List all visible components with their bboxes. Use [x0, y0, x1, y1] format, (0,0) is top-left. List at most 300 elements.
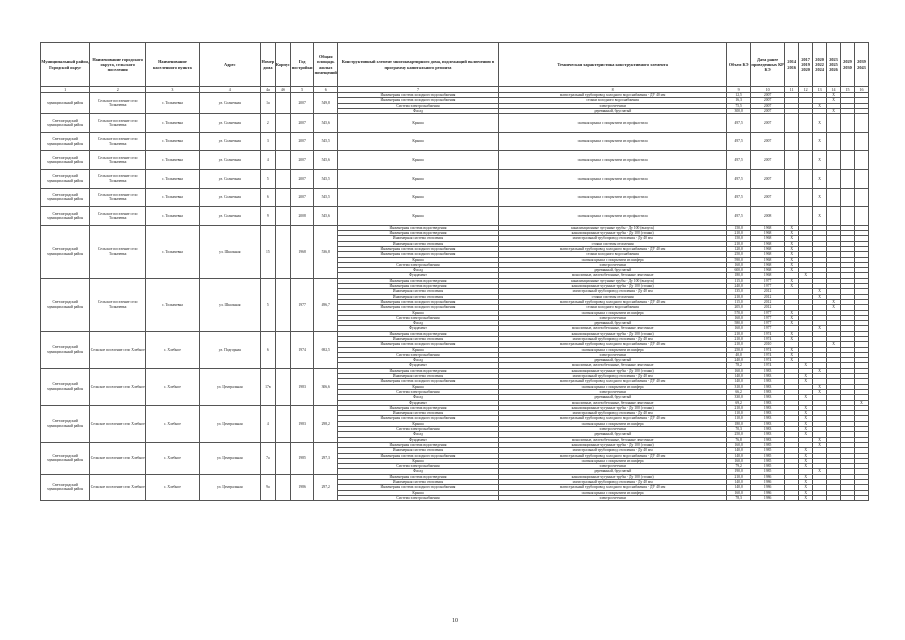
prior-repair-cell: 1977: [750, 284, 784, 289]
column-number: 13: [813, 87, 827, 93]
street-cell: ул. Школьная: [199, 278, 260, 331]
element-cell: Инженерная система водоотведения: [338, 368, 499, 373]
prior-repair-cell: 1983: [750, 384, 784, 389]
year-cell: 2007: [290, 169, 314, 188]
prior-repair-cell: 1977: [750, 310, 784, 315]
prior-repair-cell: 1983: [750, 374, 784, 379]
characteristic-cell: монолитные, железобетонные, бетонные ленточные: [498, 437, 726, 442]
period-mark-cell: X: [799, 485, 813, 490]
column-header: Муниципальный район, Городской округ: [41, 43, 90, 87]
locality-cell: с. Толкачевка: [146, 93, 200, 114]
characteristic-cell: магистральный трубопровод отопления - Ду 40 мм: [498, 448, 726, 453]
volume-cell: 110,0: [727, 411, 751, 416]
period-mark-cell: X: [799, 379, 813, 384]
element-cell: Инженерная система холодного водоснабжения: [338, 485, 499, 490]
volume-cell: 240,0: [727, 358, 751, 363]
period-mark-cell: X: [785, 358, 799, 363]
element-cell: Система электроснабжения: [338, 495, 499, 500]
prior-repair-cell: 1983: [750, 389, 784, 394]
period-mark-cell: [799, 151, 813, 170]
column-header: 2023 2025 2026: [827, 43, 841, 87]
element-cell: Крыша: [338, 257, 499, 262]
settlement-cell: Сельское поселение село Толкачевка: [90, 278, 146, 331]
period-mark-cell: [854, 132, 868, 151]
house-number-cell: 1а: [260, 93, 275, 114]
prior-repair-cell: 1986: [750, 480, 784, 485]
element-cell: Инженерная система водоотведения: [338, 442, 499, 447]
element-cell: Инженерная система отопления: [338, 336, 499, 341]
characteristic-cell: скатная крыша с покрытием из шифера: [498, 384, 726, 389]
element-cell: Фасад: [338, 395, 499, 400]
volume-cell: 120,0: [727, 246, 751, 251]
table-row: [41, 207, 869, 226]
characteristic-cell: скатная крыша с покрытием из шифера: [498, 458, 726, 463]
prior-repair-cell: 1977: [750, 278, 784, 283]
prior-repair-cell: 2007: [750, 169, 784, 188]
period-mark-cell: X: [799, 363, 813, 368]
column-header: 2017 2019 2020: [799, 43, 813, 87]
period-mark-cell: X: [799, 427, 813, 432]
characteristic-cell: электросчетчики: [498, 389, 726, 394]
prior-repair-cell: 1968: [750, 241, 784, 246]
table-body: [41, 93, 869, 501]
element-cell: Инженерная система холодного водоснабжения: [338, 98, 499, 103]
period-mark-cell: X: [785, 284, 799, 289]
period-mark-cell: [827, 188, 841, 207]
volume-cell: 140,0: [727, 379, 751, 384]
settlement-cell: Сельское поселение село Хлебное: [90, 368, 146, 405]
prior-repair-cell: 1985: [750, 464, 784, 469]
period-mark-cell: X: [785, 336, 799, 341]
settlement-cell: Сельское поселение село Толкачевка: [90, 207, 146, 226]
characteristic-cell: магистральный трубопровод холодного водоснабжения - ДУ 40 мм: [498, 416, 726, 421]
prior-repair-cell: 1974: [750, 358, 784, 363]
area-cell: 297,2: [314, 474, 338, 500]
characteristic-cell: скатная крыша с покрытием из шифера: [498, 490, 726, 495]
year-cell: 2008: [290, 207, 314, 226]
volume-cell: 300,0: [727, 108, 751, 113]
locality-cell: с. Толкачевка: [146, 169, 200, 188]
volume-cell: 497,5: [727, 207, 751, 226]
area-cell: 297,3: [314, 442, 338, 474]
period-mark-cell: [827, 114, 841, 133]
volume-cell: 240,0: [727, 284, 751, 289]
period-mark-cell: [799, 132, 813, 151]
volume-cell: 497,5: [727, 169, 751, 188]
prior-repair-cell: 2007: [750, 103, 784, 108]
locality-cell: с. Хлебное: [146, 442, 200, 474]
volume-cell: 210,0: [727, 241, 751, 246]
locality-cell: с. Толкачевка: [146, 278, 200, 331]
column-number: 5: [290, 87, 314, 93]
column-number: 14: [827, 87, 841, 93]
characteristic-cell: канализационные чугунные трубы - Ду 100 (стояки): [498, 331, 726, 336]
prior-repair-cell: 1983: [750, 421, 784, 426]
period-mark-cell: X: [785, 268, 799, 273]
building-cell: [275, 368, 290, 405]
period-mark-cell: X: [813, 151, 827, 170]
period-mark-cell: [854, 114, 868, 133]
column-header: 2014 2016: [785, 43, 799, 87]
period-mark-cell: X: [785, 262, 799, 267]
characteristic-cell: канализационные чугунные трубы - Ду 100 (выпуск): [498, 278, 726, 283]
element-cell: Крыша: [338, 458, 499, 463]
element-cell: Крыша: [338, 207, 499, 226]
characteristic-cell: деревянный, брусчатый: [498, 358, 726, 363]
area-cell: 496,7: [314, 278, 338, 331]
volume-cell: 210,0: [727, 405, 751, 410]
prior-repair-cell: 1983: [750, 416, 784, 421]
characteristic-cell: скатная крыша с покрытием из профнастила: [498, 132, 726, 151]
element-cell: Крыша: [338, 347, 499, 352]
district-cell: Светлоградский муниципальный район: [41, 442, 90, 474]
area-cell: 692,5: [314, 331, 338, 368]
characteristic-cell: электросчетчики: [498, 495, 726, 500]
column-header: Общая площадь жилых помещений: [314, 43, 338, 87]
house-number-cell: 4: [260, 151, 275, 170]
period-mark-cell: X: [813, 294, 827, 299]
element-cell: Инженерная система отопления: [338, 411, 499, 416]
area-cell: 545,5: [314, 169, 338, 188]
characteristic-cell: деревянный, брусчатый: [498, 321, 726, 326]
settlement-cell: Сельское поселение село Толкачевка: [90, 151, 146, 170]
volume-cell: 180,0: [727, 273, 751, 278]
element-cell: Инженерная система отопления: [338, 448, 499, 453]
street-cell: ул. Солнечная: [199, 93, 260, 114]
element-cell: Система электроснабжения: [338, 262, 499, 267]
prior-repair-cell: 1986: [750, 485, 784, 490]
element-cell: Инженерная система холодного водоснабжения: [338, 252, 499, 257]
period-mark-cell: [785, 188, 799, 207]
volume-cell: 497,5: [727, 114, 751, 133]
characteristic-cell: стояки холодного водоснабжения: [498, 98, 726, 103]
volume-cell: 590,0: [727, 257, 751, 262]
district-cell: Светлоградский муниципальный район: [41, 207, 90, 226]
volume-cell: 140,0: [727, 453, 751, 458]
capital-repair-table: [40, 42, 869, 501]
characteristic-cell: деревянный, брусчатый: [498, 108, 726, 113]
column-header: Конструктивный элемент многоквартирного дома, подлежащий включению в программу капитального ремонта: [338, 43, 499, 87]
volume-cell: 570,0: [727, 310, 751, 315]
street-cell: ул. Центральная: [199, 442, 260, 474]
period-mark-cell: X: [785, 315, 799, 320]
prior-repair-cell: 2007: [750, 151, 784, 170]
element-cell: Крыша: [338, 114, 499, 133]
element-cell: Фундамент: [338, 326, 499, 331]
period-mark-cell: [841, 207, 855, 226]
characteristic-cell: канализационные чугунные трубы - Ду 100 (стояки): [498, 368, 726, 373]
settlement-cell: Сельское поселение село Толкачевка: [90, 93, 146, 114]
characteristic-cell: электросчетчики: [498, 315, 726, 320]
characteristic-cell: электросчетчики: [498, 262, 726, 267]
characteristic-cell: скатная крыша с покрытием из шифера: [498, 257, 726, 262]
element-cell: Крыша: [338, 384, 499, 389]
characteristic-cell: магистральный трубопровод отопления - Ду 40 мм: [498, 289, 726, 294]
element-cell: Инженерная система водоотведения: [338, 405, 499, 410]
period-mark-cell: X: [799, 453, 813, 458]
period-mark-cell: X: [827, 108, 841, 113]
period-mark-cell: [854, 188, 868, 207]
area-cell: 545,6: [314, 151, 338, 170]
column-header: Объем КЭ: [727, 43, 751, 87]
prior-repair-cell: 1986: [750, 474, 784, 479]
house-number-cell: 17в: [260, 368, 275, 405]
period-mark-cell: [854, 207, 868, 226]
volume-cell: 12,5: [727, 93, 751, 98]
building-cell: [275, 207, 290, 226]
column-header: Наименование населенного пункта: [146, 43, 200, 87]
prior-repair-cell: 2008: [750, 207, 784, 226]
period-mark-cell: [827, 151, 841, 170]
column-header: Номер дома: [260, 43, 275, 87]
district-cell: Светлоградский муниципальный район: [41, 151, 90, 170]
building-cell: [275, 169, 290, 188]
element-cell: Система электроснабжения: [338, 427, 499, 432]
column-number: 16: [854, 87, 868, 93]
building-cell: [275, 331, 290, 368]
characteristic-cell: канализационные чугунные трубы - Ду 100 (выпуск): [498, 225, 726, 230]
period-mark-cell: [799, 169, 813, 188]
locality-cell: с. Толкачевка: [146, 188, 200, 207]
year-cell: 1968: [290, 225, 314, 278]
column-header: Техническая характеристика конструктивного элемента: [498, 43, 726, 87]
table-row: [41, 169, 869, 188]
period-mark-cell: X: [785, 321, 799, 326]
settlement-cell: Сельское поселение село Толкачевка: [90, 114, 146, 133]
volume-cell: 210,0: [727, 342, 751, 347]
period-mark-cell: [785, 114, 799, 133]
street-cell: ул. Солнечная: [199, 151, 260, 170]
element-cell: Инженерная система отопления: [338, 480, 499, 485]
volume-cell: 210,0: [727, 336, 751, 341]
period-mark-cell: X: [799, 405, 813, 410]
volume-cell: 115,0: [727, 299, 751, 304]
period-mark-cell: X: [799, 490, 813, 495]
characteristic-cell: магистральный трубопровод отопления - Ду 40 мм: [498, 236, 726, 241]
element-cell: Фундамент: [338, 400, 499, 405]
column-header: 2029 2030: [841, 43, 855, 87]
building-cell: [275, 188, 290, 207]
element-cell: Инженерная система водоотведения: [338, 278, 499, 283]
characteristic-cell: скатная крыша с покрытием из профнастила: [498, 169, 726, 188]
prior-repair-cell: 1968: [750, 246, 784, 251]
volume-cell: 330,0: [727, 395, 751, 400]
period-mark-cell: X: [827, 93, 841, 98]
volume-cell: 160,0: [727, 315, 751, 320]
element-cell: Инженерная система отопления: [338, 236, 499, 241]
element-cell: Крыша: [338, 151, 499, 170]
element-cell: Инженерная система водоотведения: [338, 284, 499, 289]
characteristic-cell: деревянный, брусчатый: [498, 395, 726, 400]
area-cell: 306,6: [314, 368, 338, 405]
element-cell: Инженерная система холодного водоснабжения: [338, 453, 499, 458]
column-number: 9: [727, 87, 751, 93]
table-row: [41, 188, 869, 207]
column-header: Адрес: [199, 43, 260, 87]
period-mark-cell: X: [799, 480, 813, 485]
prior-repair-cell: 1983: [750, 405, 784, 410]
house-number-cell: 3: [260, 132, 275, 151]
locality-cell: с. Хлебное: [146, 474, 200, 500]
prior-repair-cell: 1986: [750, 495, 784, 500]
period-mark-cell: [785, 132, 799, 151]
volume-cell: 205,0: [727, 305, 751, 310]
area-cell: 545,6: [314, 207, 338, 226]
element-cell: Инженерная система холодного водоснабжения: [338, 305, 499, 310]
element-cell: Фундамент: [338, 437, 499, 442]
district-cell: Светлоградский муниципальный район: [41, 405, 90, 442]
building-cell: [275, 225, 290, 278]
element-cell: Инженерная система отопления: [338, 374, 499, 379]
year-cell: 2007: [290, 151, 314, 170]
characteristic-cell: монолитные, железобетонные, бетонные ленточные: [498, 400, 726, 405]
prior-repair-cell: 2012: [750, 305, 784, 310]
building-cell: [275, 151, 290, 170]
volume-cell: 210,0: [727, 474, 751, 479]
column-header: Дата ранее проведенных КР КЭ: [750, 43, 784, 87]
locality-cell: с. Хлебное: [146, 331, 200, 368]
characteristic-cell: канализационные чугунные трубы - Ду 100 (стояки): [498, 405, 726, 410]
element-cell: Фасад: [338, 268, 499, 273]
period-mark-cell: X: [799, 374, 813, 379]
element-cell: Фасад: [338, 469, 499, 474]
period-mark-cell: X: [827, 305, 841, 310]
volume-cell: 40,0: [727, 352, 751, 357]
characteristic-cell: магистральный трубопровод холодного водоснабжения - ДУ 40 мм: [498, 453, 726, 458]
prior-repair-cell: 1983: [750, 437, 784, 442]
house-number-cell: 2: [260, 114, 275, 133]
year-cell: 1977: [290, 278, 314, 331]
period-mark-cell: [827, 207, 841, 226]
locality-cell: с. Толкачевка: [146, 151, 200, 170]
prior-repair-cell: 2012: [750, 294, 784, 299]
period-mark-cell: [827, 169, 841, 188]
element-cell: Система электроснабжения: [338, 464, 499, 469]
volume-cell: 310,0: [727, 384, 751, 389]
house-number-cell: 9а: [260, 474, 275, 500]
period-mark-cell: X: [799, 495, 813, 500]
district-cell: Светлоградский муниципальный район: [41, 132, 90, 151]
characteristic-cell: магистральный трубопровод холодного водоснабжения - ДУ 40 мм: [498, 246, 726, 251]
volume-cell: 150,0: [727, 225, 751, 230]
column-number: 7: [338, 87, 499, 93]
prior-repair-cell: 1974: [750, 331, 784, 336]
characteristic-cell: деревянный, брусчатый: [498, 469, 726, 474]
prior-repair-cell: 1983: [750, 400, 784, 405]
prior-repair-cell: 2010: [750, 342, 784, 347]
prior-repair-cell: 1983: [750, 379, 784, 384]
locality-cell: с. Хлебное: [146, 405, 200, 442]
settlement-cell: Сельское поселение село Толкачевка: [90, 188, 146, 207]
volume-cell: 160,0: [727, 368, 751, 373]
period-mark-cell: [827, 495, 841, 500]
volume-cell: 75,5: [727, 103, 751, 108]
period-mark-cell: [841, 151, 855, 170]
district-cell: Светлоградский муниципальный район: [41, 225, 90, 278]
prior-repair-cell: 1985: [750, 469, 784, 474]
characteristic-cell: канализационные чугунные трубы - Ду 100 (стояки): [498, 231, 726, 236]
volume-cell: 250,0: [727, 347, 751, 352]
street-cell: ул. Школьная: [199, 225, 260, 278]
element-cell: Фундамент: [338, 273, 499, 278]
table-header: [41, 43, 869, 93]
prior-repair-cell: 1968: [750, 257, 784, 262]
building-cell: [275, 114, 290, 133]
period-mark-cell: [785, 151, 799, 170]
year-cell: 1983: [290, 405, 314, 442]
period-mark-cell: [785, 169, 799, 188]
element-cell: Крыша: [338, 310, 499, 315]
period-mark-cell: X: [813, 289, 827, 294]
period-mark-cell: X: [813, 442, 827, 447]
characteristic-cell: монолитные, железобетонные, бетонные ленточные: [498, 273, 726, 278]
volume-cell: 160,0: [727, 442, 751, 447]
prior-repair-cell: 1977: [750, 321, 784, 326]
prior-repair-cell: 1968: [750, 252, 784, 257]
period-mark-cell: [827, 132, 841, 151]
settlement-cell: Сельское поселение село Хлебное: [90, 442, 146, 474]
prior-repair-cell: 1985: [750, 453, 784, 458]
volume-cell: 140,0: [727, 374, 751, 379]
period-mark-cell: X: [813, 469, 827, 474]
volume-cell: 140,0: [727, 448, 751, 453]
element-cell: Инженерная система холодного водоснабжения: [338, 416, 499, 421]
period-mark-cell: X: [827, 342, 841, 347]
volume-cell: 497,5: [727, 188, 751, 207]
characteristic-cell: канализационные чугунные трубы - Ду 100 (стояки): [498, 474, 726, 479]
period-mark-cell: X: [813, 389, 827, 394]
characteristic-cell: стояки системы отопления: [498, 294, 726, 299]
volume-cell: 160,0: [727, 326, 751, 331]
element-cell: Инженерная система холодного водоснабжения: [338, 93, 499, 98]
house-number-cell: 4: [260, 405, 275, 442]
period-mark-cell: [841, 495, 855, 500]
area-cell: 545,5: [314, 132, 338, 151]
element-cell: Инженерная система отопления: [338, 289, 499, 294]
element-cell: Инженерная система водоотведения: [338, 225, 499, 230]
column-header: Наименование городского округа, сельского поселения: [90, 43, 146, 87]
street-cell: ул. Центральная: [199, 368, 260, 405]
period-mark-cell: X: [785, 236, 799, 241]
volume-cell: 210,0: [727, 231, 751, 236]
volume-cell: 250,0: [727, 432, 751, 437]
prior-repair-cell: 1983: [750, 368, 784, 373]
element-cell: Система электроснабжения: [338, 103, 499, 108]
locality-cell: с. Толкачевка: [146, 207, 200, 226]
table-row: [41, 114, 869, 133]
street-cell: ул. Солнечная: [199, 114, 260, 133]
element-cell: Инженерная система отопления: [338, 241, 499, 246]
prior-repair-cell: 2012: [750, 299, 784, 304]
period-mark-cell: X: [854, 400, 868, 405]
settlement-cell: Сельское поселение село Толкачевка: [90, 169, 146, 188]
element-cell: Инженерная система водоотведения: [338, 474, 499, 479]
district-cell: Светлоградский муниципальный район: [41, 474, 90, 500]
house-number-cell: 9: [260, 207, 275, 226]
column-number: 11: [785, 87, 799, 93]
volume-cell: 78,3: [727, 495, 751, 500]
street-cell: ул. Солнечная: [199, 188, 260, 207]
prior-repair-cell: 1985: [750, 442, 784, 447]
period-mark-cell: X: [799, 416, 813, 421]
prior-repair-cell: 1968: [750, 225, 784, 230]
period-mark-cell: X: [785, 347, 799, 352]
volume-cell: 160,0: [727, 262, 751, 267]
characteristic-cell: скатная крыша с покрытием из профнастила: [498, 207, 726, 226]
characteristic-cell: магистральный трубопровод отопления - Ду 40 мм: [498, 336, 726, 341]
characteristic-cell: монолитные, железобетонные, бетонные ленточные: [498, 363, 726, 368]
column-number: 6: [314, 87, 338, 93]
